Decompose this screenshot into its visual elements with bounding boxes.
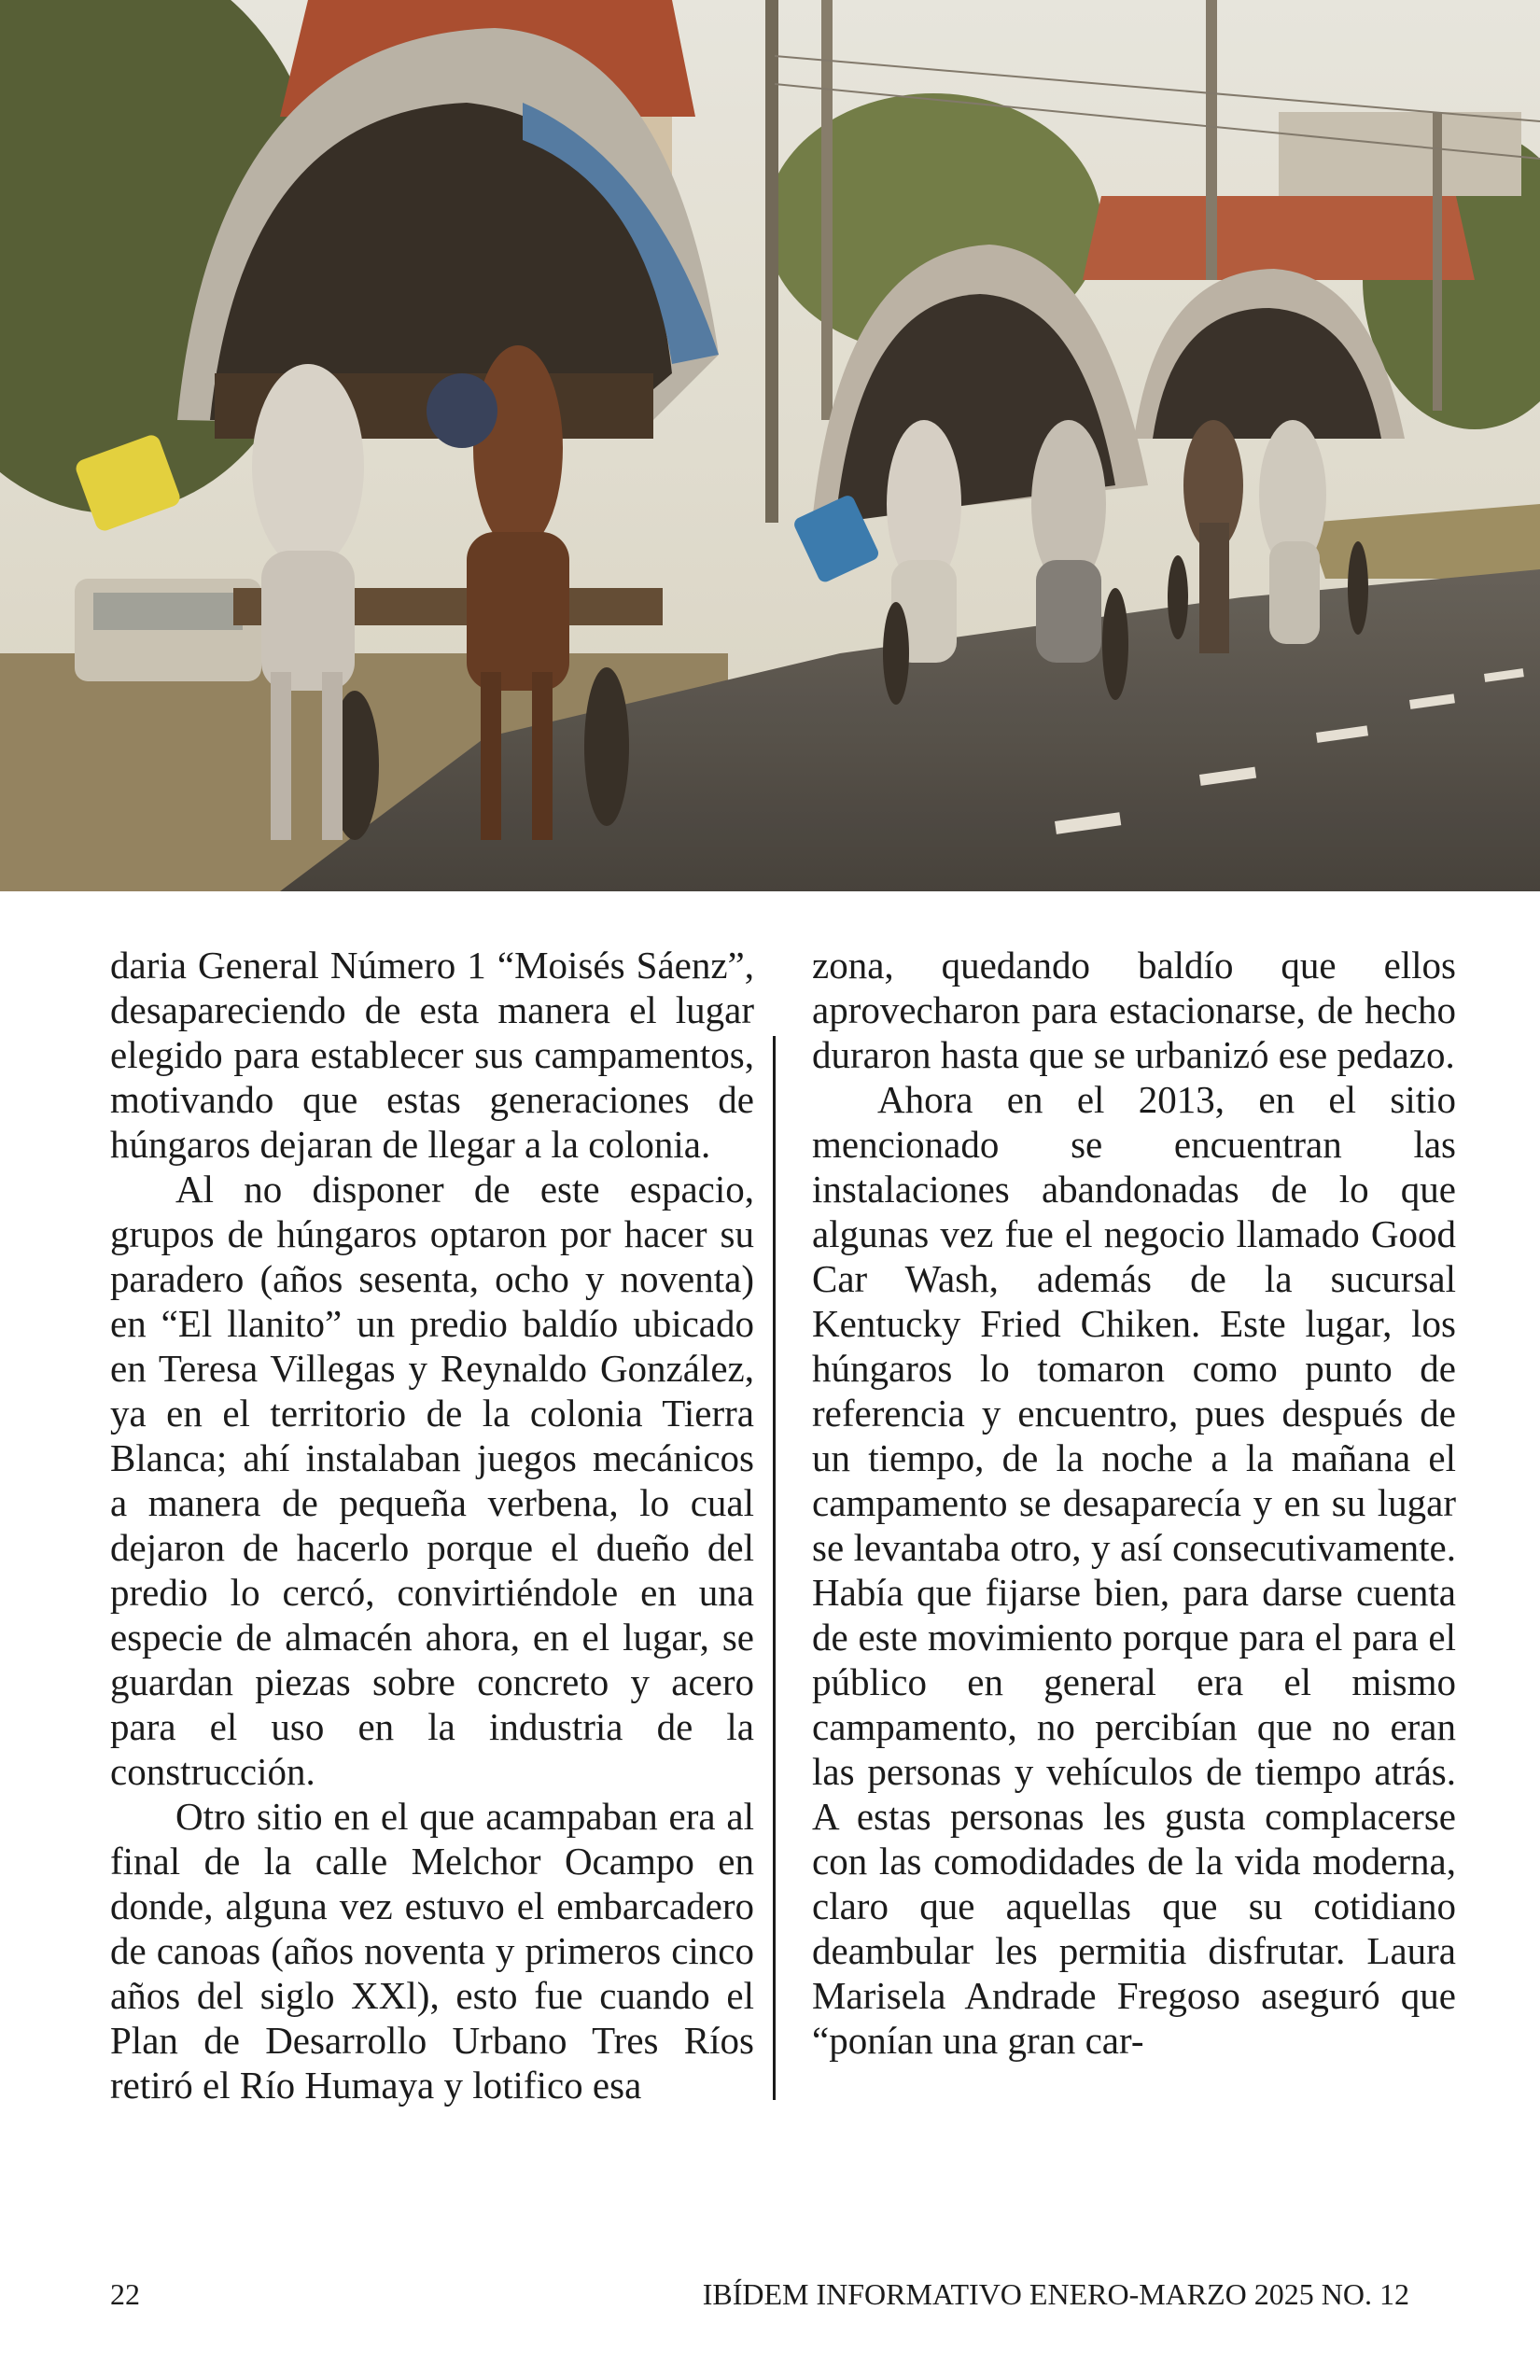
article-column-left [110, 943, 754, 2107]
article-column-right [812, 943, 1456, 2063]
paragraph: daria General Número 1 “Moisés Sáenz”, desapareciendo de esta manera el lugar elegido para establecer sus campamentos, motivando que estas generaciones de húngaros dejaran de llegar a la colonia. [110, 944, 754, 1166]
running-footer: IBÍDEM INFORMATIVO ENERO-MARZO 2025 NO. 12 [702, 2277, 1409, 2311]
paragraph: Ahora en el 2013, en el sitio mencionado se encuentran las instalaciones abandonadas de lo que algunas vez fue el negocio llamado Good Car Wash, además de la sucursal Kentucky Fried Chiken. Este lugar, los húngaros lo tomaron como punto de referencia y encuentro, pues después de un tiempo, de la noche a la mañana el campamento se desaparecía y en su lugar se levantaba otro, y así consecutivamente. Había que fijarse bien, para darse cuenta de este movimiento porque para el para el público en general era el mismo campamento, no percibían que no eran las personas y vehículos de tiempo atrás. A estas personas les gusta complacerse con las comodidades de la vida moderna, claro que aquellas que su cotidiano deambular les permitia disfrutar. Laura Marisela Andrade Fregoso aseguró que “ponían una gran car- [812, 1078, 1456, 2062]
paragraph: Al no disponer de este espacio, grupos de húngaros optaron por hacer su paradero (años sesenta, ocho y noventa) en “El llanito” un predio baldío ubicado en Teresa Villegas y Reynaldo González, ya en el territorio de la colonia Tierra Blanca; ahí instalaban juegos mecánicos a manera de pequeña verbena, lo cual dejaron de hacerlo porque el dueño del predio lo cercó, convirtiéndole en una especie de almacén ahora, en el lugar, se guardan piezas sobre concreto y acero para el uso en la industria de la construcción. [110, 1168, 754, 1793]
page-number: 22 [110, 2277, 140, 2311]
paragraph: Otro sitio en el que acampaban era al final de la calle Melchor Ocampo en donde, alguna vez estuvo el embarcadero de canoas (años noventa y primeros cinco años del siglo XXl), esto fue cuando el Plan de Desarrollo Urbano Tres Ríos retiró el Río Humaya y lotifico esa [110, 1795, 754, 2107]
wagon-caravan-photo [0, 0, 1540, 891]
paragraph: zona, quedando baldío que ellos aprovecharon para estacionarse, de hecho duraron hasta que se urbanizó ese pedazo. [812, 944, 1456, 1076]
column-divider [773, 1036, 776, 2100]
